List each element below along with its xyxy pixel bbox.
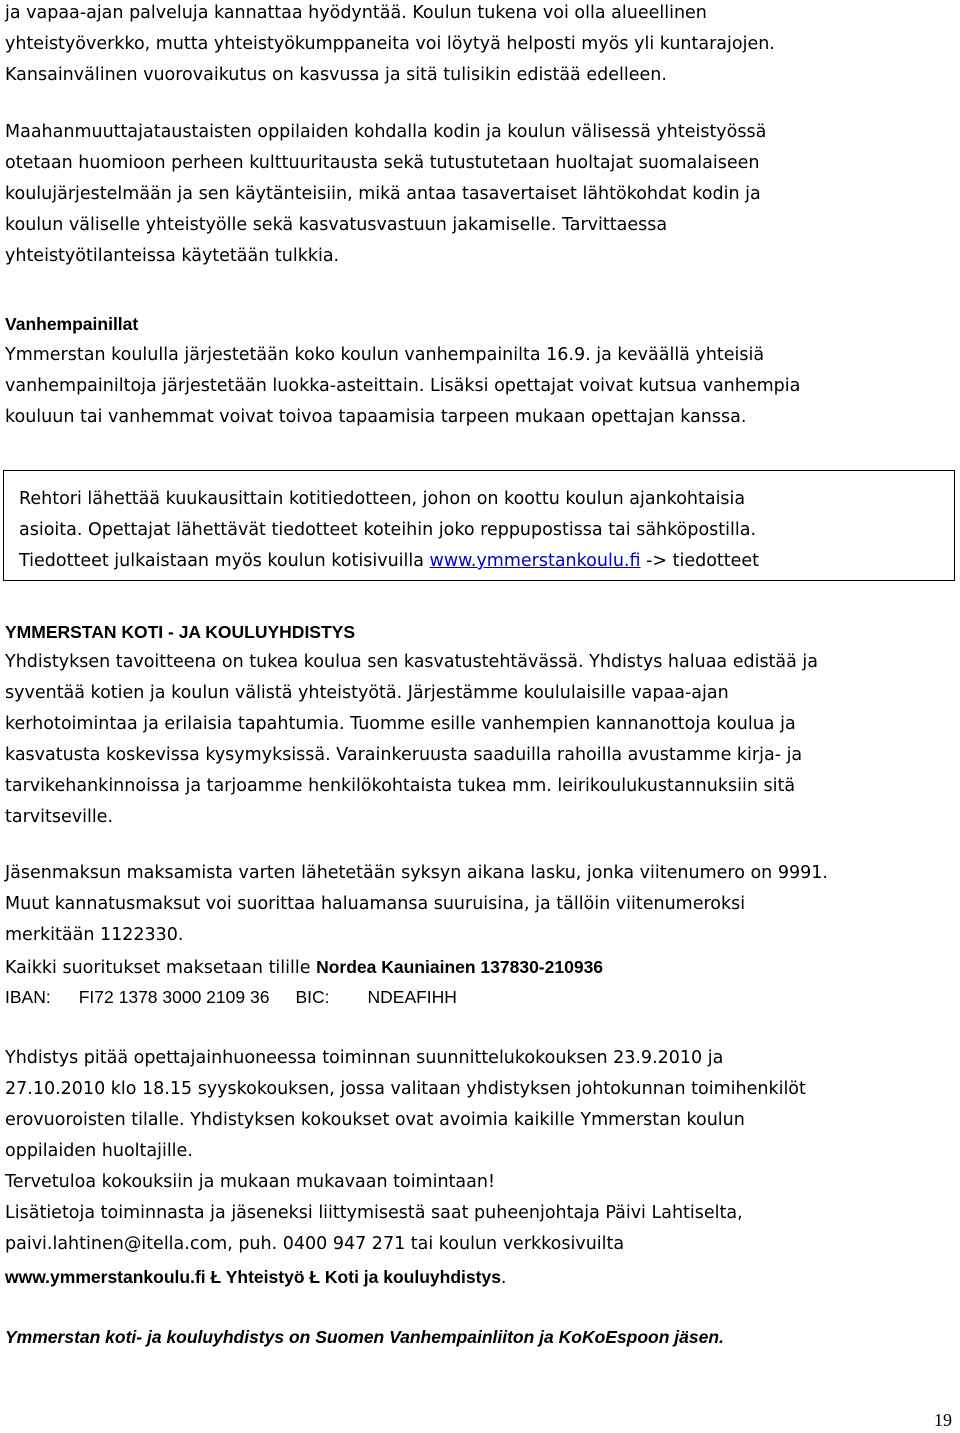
bic-value: NDEAFIHH <box>367 987 457 1007</box>
school-website-link[interactable]: www.ymmerstankoulu.fi <box>429 551 641 571</box>
immigrant-cooperation-paragraph: Maahanmuuttajataustaisten oppilaiden kohdalla kodin ja koulun välisessä yhteistyössä otetaan huomioon perheen kulttuuritausta sekä tutustutetaan huoltajat suomalaiseen koulujärjestelmään ja sen käytänteisiin, mikä antaa tasavertaiset lähtökohdat kodin ja koulun väliselle yhteistyölle sekä kasvatusvastuun jakamiselle. Tarvittaessa yhteistyötilanteissa käytetään tulkkia. <box>5 122 767 266</box>
newsletter-notice-box <box>3 470 955 581</box>
parents-evening-heading: Vanhempainillat <box>5 314 139 334</box>
website-path-end: . <box>500 1268 507 1288</box>
account-prefix: Kaikki suoritukset maksetaan tilille <box>5 958 317 978</box>
intro-paragraph: ja vapaa-ajan palveluja kannattaa hyödyntää. Koulun tukena voi olla alueellinen yhteistyöverkko, mutta yhteistyökumppaneita voi löytyä helposti myös yli kuntarajojen. Kansainvälinen vuorovaikutus on kasvussa ja sitä tulisikin edistää edelleen. <box>5 3 775 85</box>
parents-evening-paragraph: Ymmerstan koululla järjestetään koko koulun vanhempainilta 16.9. ja keväällä yhteisiä vanhempainiltoja järjestetään luokka-asteittain. Lisäksi opettajat voivat kutsua vanhempia kouluun tai vanhemmat voivat toivoa tapaamisia tarpeen mukaan opettajan kanssa. <box>5 345 801 427</box>
newsletter-notice-text <box>19 484 949 577</box>
newsletter-notice-tail: -> tiedotteet <box>640 551 760 571</box>
page-number: 19 <box>934 1410 952 1430</box>
website-path: www.ymmerstankoulu.fi Ł Yhteistyö Ł Koti ja kouluyhdistys <box>5 1267 501 1287</box>
website-path-line <box>5 1262 955 1294</box>
account-line <box>5 952 955 984</box>
iban-bic-line <box>5 982 955 1013</box>
association-heading: YMMERSTAN KOTI - JA KOULUYHDISTYS <box>5 622 356 642</box>
iban-value: FI72 1378 3000 2109 36 <box>78 987 270 1007</box>
membership-footer-note: Ymmerstan koti- ja kouluyhdistys on Suomen Vanhempainliiton ja KoKoEspoon jäsen. <box>5 1327 724 1347</box>
meetings-paragraph: Yhdistys pitää opettajainhuoneessa toiminnan suunnittelukokouksen 23.9.2010 ja 27.10.2010 klo 18.15 syyskokouksen, jossa valitaan yhdistyksen johtokunnan toimihenkilöt erovuoroisten tilalle. Yhdistyksen kokoukset ovat avoimia kaikille Ymmerstan koulun oppilaiden huoltajille. Tervetuloa kokouksiin ja mukaan mukavaan toimintaan! Lisätietoja toiminnasta ja jäseneksi liittymisestä saat puheenjohtaja Päivi Lahtiselta, paivi.lahtinen@itella.com, puh. 0400 947 271 tai koulun verkkosivuilta <box>5 1048 806 1254</box>
association-paragraph: Yhdistyksen tavoitteena on tukea koulua sen kasvatustehtävässä. Yhdistys haluaa edistää ja syventää kotien ja koulun välistä yhteistyötä. Järjestämme koululaisille vapaa-ajan kerhotoimintaa ja erilaisia tapahtumia. Tuomme esille vanhempien kannanottoja koulua ja kasvatusta koskevissa kysymyksissä. Varainkeruusta saaduilla rahoilla avustamme kirja- ja tarvikehankinnoissa ja tarjoamme henkilökohtaista tukea mm. leirikoulukustannuksiin sitä tarvitseville. <box>5 652 819 827</box>
account-number: Nordea Kauniainen 137830-210936 <box>316 957 604 977</box>
bic-label: BIC: <box>295 987 330 1007</box>
newsletter-notice-body: Rehtori lähettää kuukausittain kotitiedotteen, johon on koottu koulun ajankohtaisia asioita. Opettajat lähettävät tiedotteet koteihin joko reppupostissa tai sähköpostilla. Tiedotteet julkaistaan myös koulun kotisivuilla <box>19 489 757 571</box>
membership-fee-paragraph: Jäsenmaksun maksamista varten lähetetään syksyn aikana lasku, jonka viitenumero on 9991. Muut kannatusmaksut voi suorittaa haluamansa suuruisina, ja tällöin viitenumeroksi merkitään 1122330. <box>5 863 828 945</box>
iban-label: IBAN: <box>5 987 51 1007</box>
